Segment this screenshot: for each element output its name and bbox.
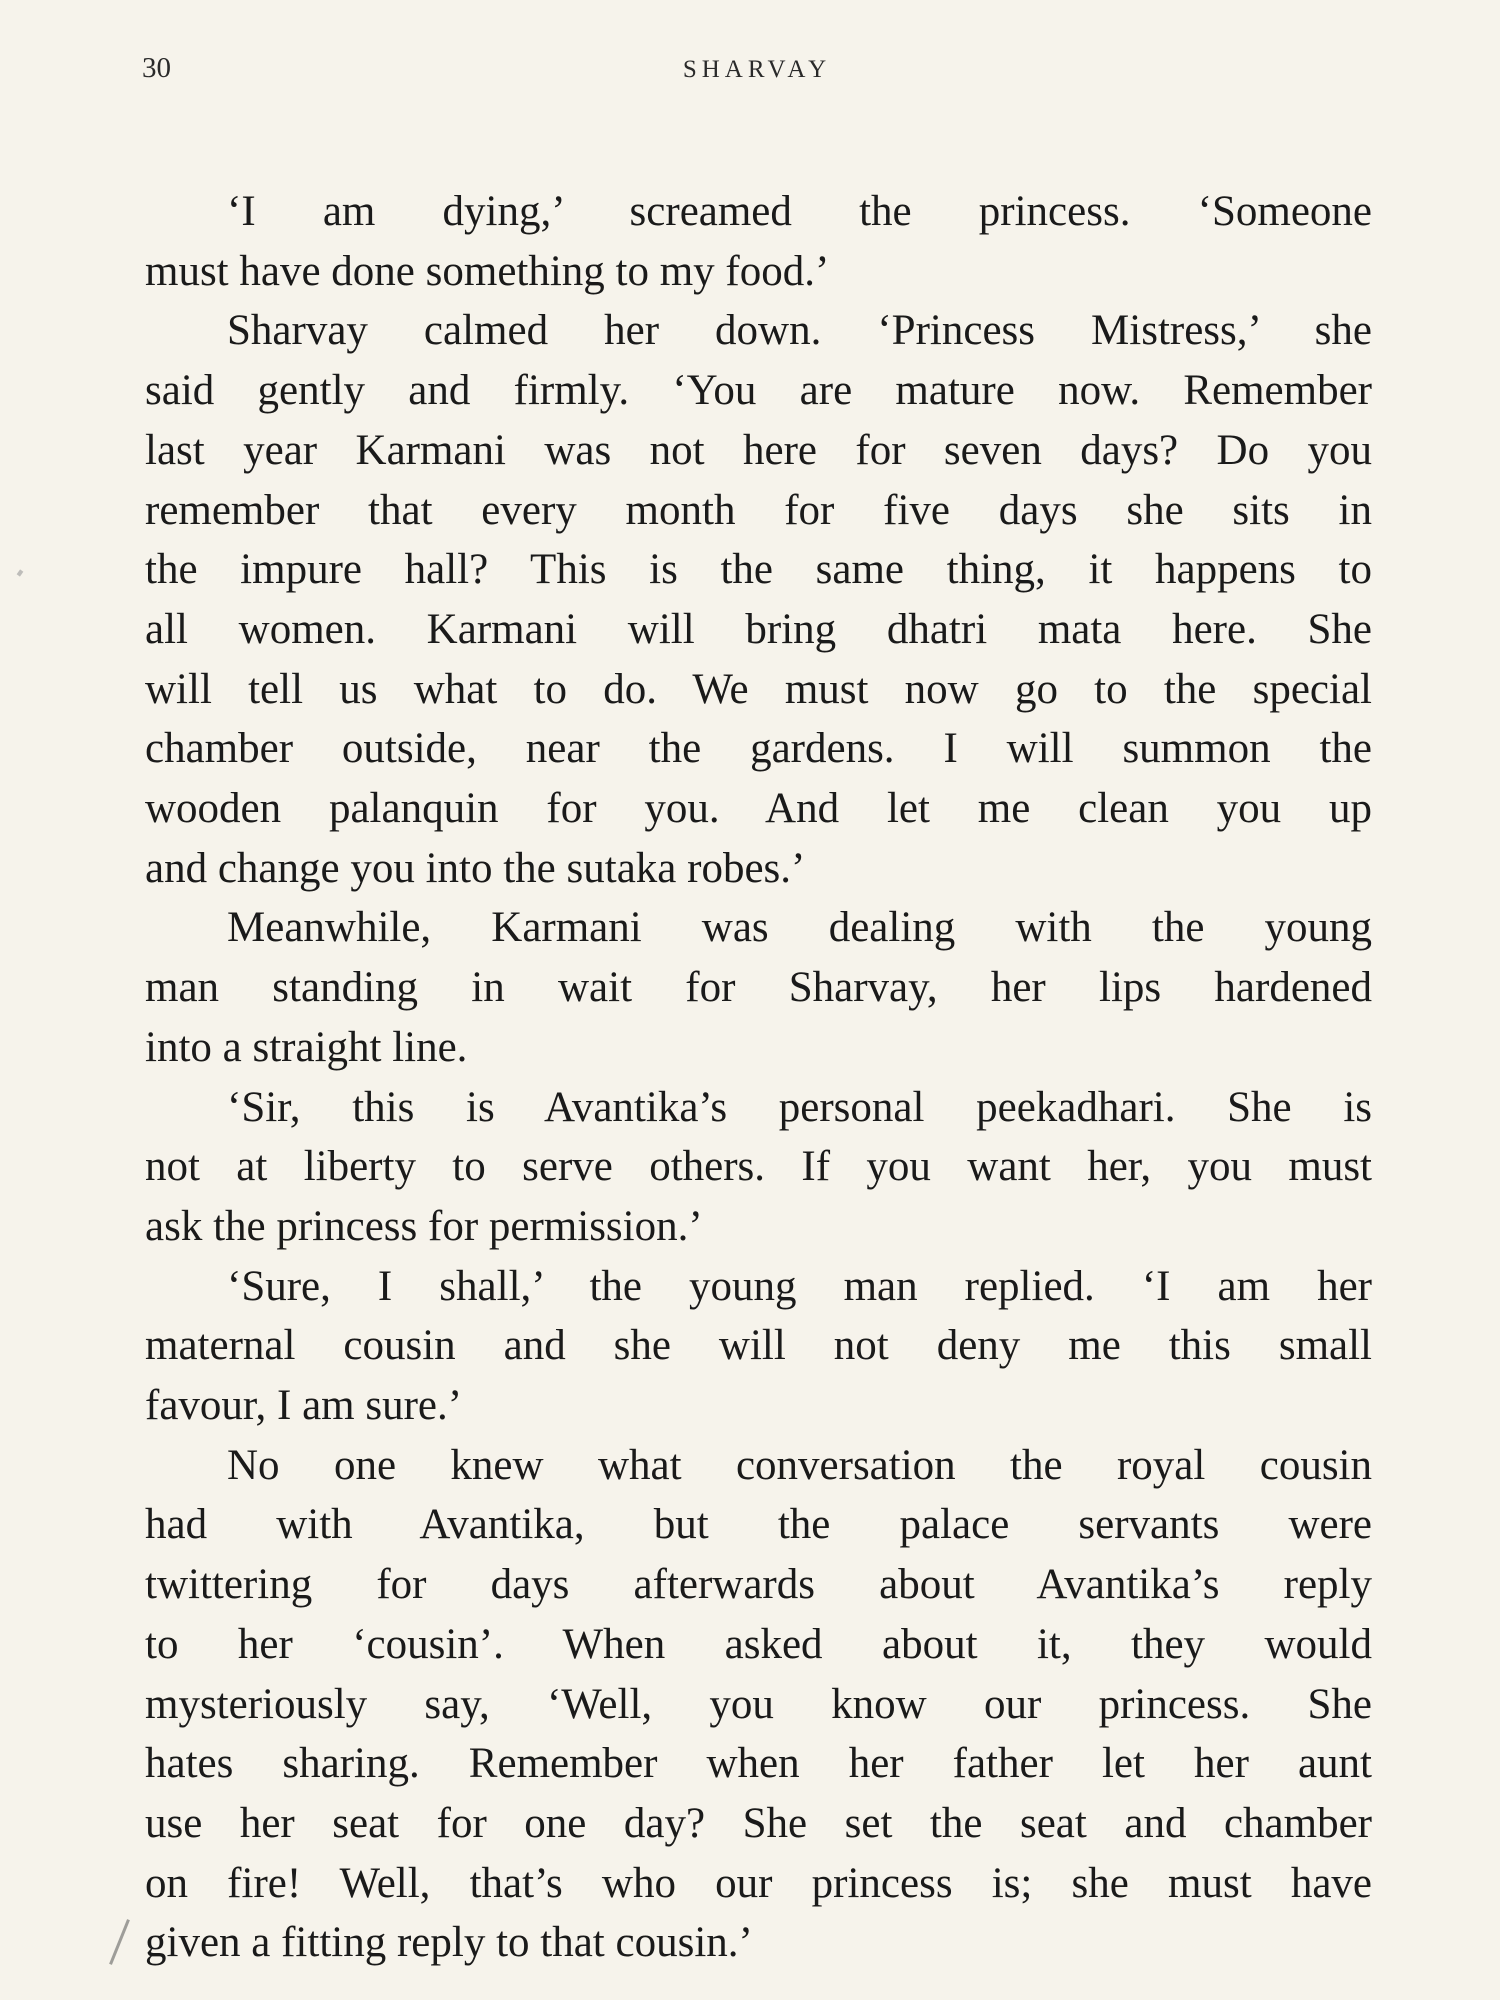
text-line: will tell us what to do. We must now go to the special [145,665,1372,713]
page-number: 30 [142,52,171,84]
text-line: said gently and firmly. ‘You are mature now. Remember [145,367,1372,415]
text-line: man standing in wait for Sharvay, her lips hardened [145,964,1372,1012]
text-line: ‘Sure, I shall,’ the young man replied. ‘I am her [227,1262,1372,1310]
margin-pencil-mark [109,1919,130,1965]
paragraph [145,1257,1372,1436]
text-line: wooden palanquin for you. And let me clean you up [145,785,1372,833]
text-line: twittering for days afterwards about Avantika’s reply [145,1561,1372,1609]
text-line: into a straight line. [145,1023,468,1071]
paragraph [145,1436,1372,1973]
page-header [142,52,1372,92]
text-line: No one knew what conversation the royal cousin [227,1441,1372,1489]
text-line: all women. Karmani will bring dhatri mata here. She [145,605,1372,653]
text-line: remember that every month for five days she sits in [145,486,1372,534]
text-line: not at liberty to serve others. If you want her, you must [145,1143,1372,1191]
text-line: Meanwhile, Karmani was dealing with the young [227,904,1372,952]
text-line: given a fitting reply to that cousin.’ [145,1919,753,1967]
text-line: Sharvay calmed her down. ‘Princess Mistress,’ she [227,307,1372,355]
text-line: hates sharing. Remember when her father let her aunt [145,1740,1372,1788]
text-line: to her ‘cousin’. When asked about it, they would [145,1620,1372,1668]
body-text [145,182,1372,1973]
text-line: the impure hall? This is the same thing, it happens to [145,546,1372,594]
text-line: had with Avantika, but the palace servants were [145,1501,1372,1549]
text-line: chamber outside, near the gardens. I will summon the [145,725,1372,773]
text-line: ‘Sir, this is Avantika’s personal peekadhari. She is [227,1083,1372,1131]
text-line: maternal cousin and she will not deny me this small [145,1322,1372,1370]
paragraph [145,1078,1372,1257]
text-line: ‘I am dying,’ screamed the princess. ‘Someone [227,188,1372,235]
text-line: mysteriously say, ‘Well, you know our princess. She [145,1680,1372,1728]
paragraph [145,182,1372,301]
paragraph [145,898,1372,1077]
text-line: and change you into the sutaka robes.’ [145,844,806,892]
running-head: SHARVAY [682,56,832,83]
paragraph [145,301,1372,898]
text-line: must have done something to my food.’ [145,247,830,295]
text-line: favour, I am sure.’ [145,1382,463,1430]
text-line: ask the princess for permission.’ [145,1202,703,1250]
margin-speck [17,569,24,576]
text-line: last year Karmani was not here for seven days? Do you [145,426,1372,474]
text-line: use her seat for one day? She set the seat and chamber [145,1799,1372,1847]
text-line: on fire! Well, that’s who our princess is; she must have [145,1859,1372,1907]
